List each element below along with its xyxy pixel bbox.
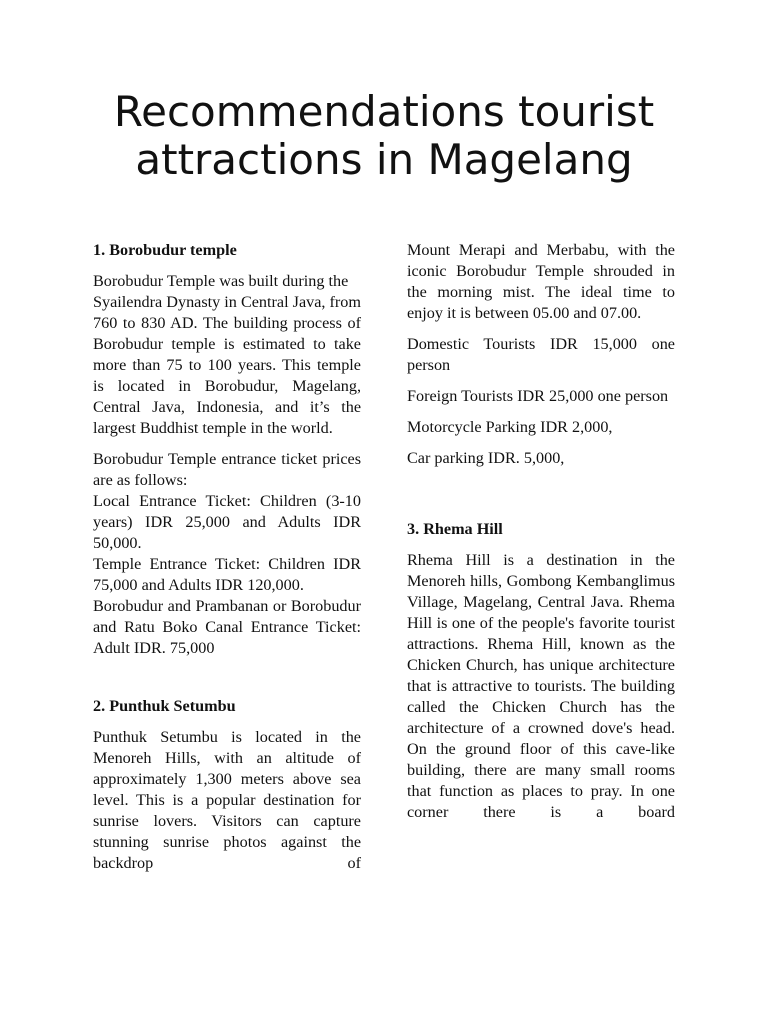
left-column (93, 240, 361, 884)
ticket-combo: Borobudur and Prambanan or Borobudur and Ratu Boko Canal Entrance Ticket: Adult IDR. 75,000 (93, 597, 361, 657)
ticket-intro: Borobudur Temple entrance ticket prices are as follows: (93, 450, 361, 489)
punthuk-domestic-price: Domestic Tourists IDR 15,000 one person (407, 335, 675, 374)
borobudur-ticket-prices (93, 449, 361, 659)
ticket-local: Local Entrance Ticket: Children (3-10 years) IDR 25,000 and Adults IDR 50,000. (93, 492, 361, 552)
punthuk-car-parking: Car parking IDR. 5,000, (407, 449, 565, 467)
borobudur-description-rest: Syailendra Dynasty in Central Java, from 760 to 830 AD. The building process of Borobudur temple is estimated to take more than 75 to 100 years. This temple is located in Borobudur, Magelang, Central Java, Indonesia, and it’s the largest Buddhist temple in the world. (93, 293, 361, 437)
punthuk-motorcycle-parking: Motorcycle Parking IDR 2,000, (407, 418, 613, 436)
section-spacer (407, 479, 675, 519)
ticket-temple: Temple Entrance Ticket: Children IDR 75,000 and Adults IDR 120,000. (93, 555, 361, 594)
right-column (407, 240, 675, 833)
section-heading-punthuk: 2. Punthuk Setumbu (93, 697, 236, 715)
borobudur-description (93, 271, 361, 439)
page-title: Recommendations tourist attractions in Magelang (113, 87, 655, 184)
borobudur-description-line1: Borobudur Temple was built during the (93, 272, 349, 290)
section-heading-rhema: 3. Rhema Hill (407, 520, 503, 538)
section-heading-borobudur: 1. Borobudur temple (93, 241, 237, 259)
punthuk-description-continued: Mount Merapi and Merbabu, with the iconic Borobudur Temple shrouded in the morning mist. The ideal time to enjoy it is between 05.00 and 07.00. (407, 241, 675, 322)
rhema-description: Rhema Hill is a destination in the Menoreh hills, Gombong Kembanglimus Village, Magelang, Central Java. Rhema Hill is one of the people's favorite tourist attractions. Rhema Hill, known as the Chicken Church, has unique architecture that is attractive to tourists. The building called the Chicken Church has the architecture of a crowned dove's head. On the ground floor of this cave-like building, there are many small rooms that function as places to pray. In one corner there is a board (407, 551, 675, 821)
punthuk-foreign-price: Foreign Tourists IDR 25,000 one person (407, 387, 669, 405)
punthuk-description: Punthuk Setumbu is located in the Menoreh Hills, with an altitude of approximately 1,300 meters above sea level. This is a popular destination for sunrise lovers. Visitors can capture stunning sunrise photos against the backdrop of (93, 728, 361, 872)
